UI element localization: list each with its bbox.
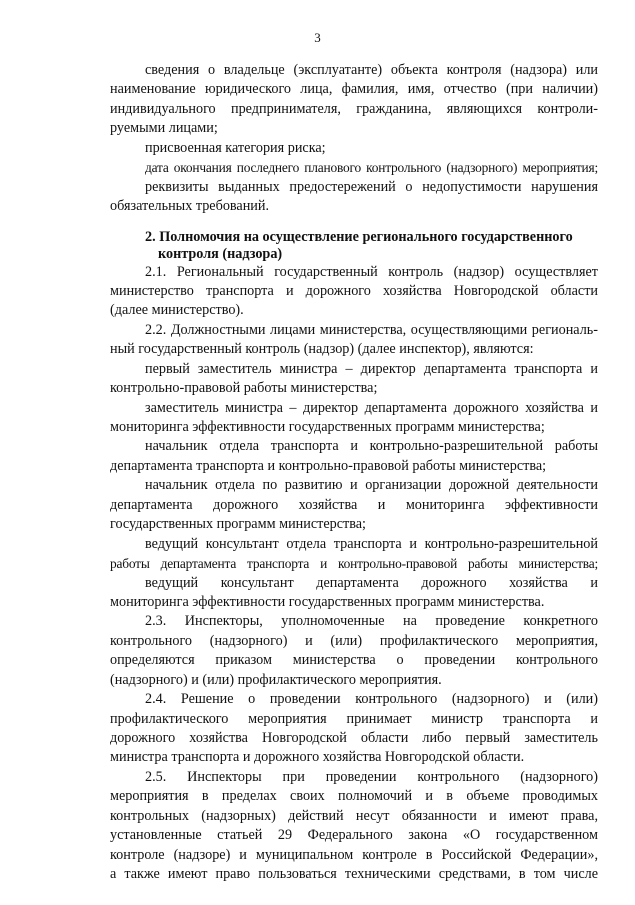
text-line: начальник отдела по развитию и организации дорожной деятельности <box>145 477 598 494</box>
text-line: 2.1. Региональный государственный контроль (надзор) осуществляет <box>145 263 598 280</box>
text-line: индивидуального предпринимателя, гражданина, являющихся контроли- <box>110 100 598 117</box>
text-line: реквизиты выданных предостережений о недопустимости нарушения <box>145 178 598 195</box>
text-line: установленные статьей 29 Федерального закона «О государственном <box>110 827 598 844</box>
text-line: наименование юридического лица, фамилия, имя, отчество (при наличии) <box>110 81 598 98</box>
text-line: государственных программ министерства; <box>110 516 366 533</box>
section-heading-line: контроля (надзора) <box>158 245 283 262</box>
text-line: определяются приказом министерства о проведении контрольного <box>110 652 598 669</box>
text-line: мероприятия в пределах своих полномочий и в объеме проводимых <box>110 788 598 805</box>
text-line: 2.2. Должностными лицами министерства, осуществляющими региональ- <box>145 321 598 338</box>
text-line: профилактического мероприятия принимает министр транспорта и <box>110 710 598 727</box>
text-line: министра транспорта и дорожного хозяйства Новгородской области. <box>110 749 525 766</box>
text-line: 2.4. Решение о проведении контрольного (надзорного) и (или) <box>145 691 598 708</box>
text-line: министерство транспорта и дорожного хозяйства Новгородской области <box>110 282 598 299</box>
text-line: контрольных (надзорных) действий несут обязанности и имеют права, <box>110 807 598 824</box>
page-number: 3 <box>314 30 321 45</box>
text-line: контроле (надзоре) и муниципальном контроле в Российской Федерации», <box>110 846 598 863</box>
text-line: ный государственный контроль (надзор) (далее инспектор), являются: <box>110 341 534 358</box>
text-line: обязательных требований. <box>110 198 270 215</box>
text-line: ведущий консультант отдела транспорта и контрольно-разрешительной <box>145 535 598 552</box>
text-line: сведения о владельце (эксплуатанте) объекта контроля (надзора) или <box>145 62 598 78</box>
text-line: первый заместитель министра – директор департамента транспорта и <box>145 360 598 377</box>
text-line: мониторинга эффективности государственных программ министерства; <box>110 419 545 435</box>
text-line: дата окончания последнего планового контрольного (надзорного) мероприятия; <box>145 160 598 176</box>
text-line: начальник отдела транспорта и контрольно-разрешительной работы <box>145 438 598 455</box>
text-line: ведущий консультант департамента дорожного хозяйства и <box>145 574 598 591</box>
text-line: руемыми лицами; <box>110 120 218 137</box>
text-line: 2.3. Инспекторы, уполномоченные на проведение конкретного <box>145 613 598 630</box>
text-line: а также имеют право пользоваться техническими средствами, в том числе <box>110 866 598 883</box>
text-line: присвоенная категория риска; <box>145 139 326 156</box>
text-line: 2.5. Инспекторы при проведении контрольного (надзорного) <box>145 768 598 785</box>
document-body <box>110 61 598 885</box>
text-line: работы департамента транспорта и контрольно-правовой работы министерства; <box>110 556 598 572</box>
text-line: заместитель министра – директор департамента дорожного хозяйства и <box>145 399 598 416</box>
text-line: дорожного хозяйства Новгородской области либо первый заместитель <box>110 730 598 746</box>
text-line: (далее министерство). <box>110 302 244 319</box>
text-line: (надзорного) и (или) профилактического мероприятия. <box>110 671 442 688</box>
text-line: департамента транспорта и контрольно-правовой работы министерства; <box>110 457 547 474</box>
paragraph-gap <box>110 217 598 229</box>
section-heading-line: 2. Полномочия на осуществление регионального государственного <box>145 228 573 245</box>
text-line: департамента дорожного хозяйства и мониторинга эффективности <box>110 496 598 513</box>
text-line: мониторинга эффективности государственных программ министерства. <box>110 593 545 610</box>
text-line: контрольного (надзорного) и (или) профилактического мероприятия, <box>110 632 598 649</box>
text-line: контрольно-правовой работы министерства; <box>110 380 378 397</box>
